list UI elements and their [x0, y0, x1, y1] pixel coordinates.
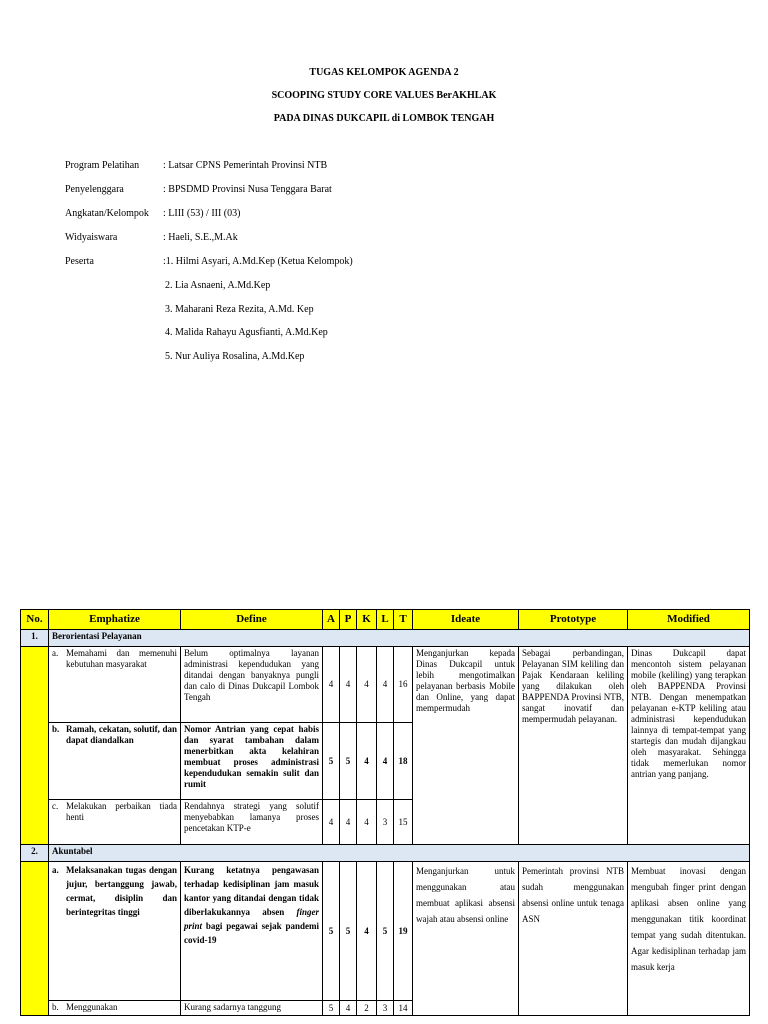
table-row [21, 862, 750, 1001]
define-text-end: bagi pegawai sejak pandemi covid-19 [184, 921, 319, 945]
header-define: Define [181, 610, 323, 630]
member-item: 3. Maharani Reza Rezita, A.Md. Kep [165, 304, 314, 315]
score-p: 4 [340, 647, 357, 723]
info-label: Penyelenggara [65, 184, 124, 195]
header-p: P [340, 610, 357, 630]
score-p: 4 [340, 800, 357, 845]
define-cell [181, 862, 323, 1001]
header-prototype: Prototype [519, 610, 628, 630]
score-k: 4 [357, 862, 377, 1001]
modified-cell: Dinas Dukcapil dapat mencontoh sistem pelayanan mobile (keliling) yang terapkan oleh BAPPENDA Provinsi NTB. Dengan menempatkan pelayanan e-KTP keliling atau administrasi kependudukan lainnya di tempat-tempat yang startegis dan mudah dijangkau oleh masyarakat. Sehingga tidak memerlukan nomor antrian yang panjang. [628, 647, 750, 845]
core-values-table [20, 609, 750, 1016]
score-a: 5 [323, 723, 340, 800]
score-k: 4 [357, 647, 377, 723]
header-no: No. [21, 610, 49, 630]
list-marker: a. [52, 648, 59, 658]
define-cell: Belum optimalnya layanan administrasi kependudukan yang ditandai dengan banyaknya pungli dan calo di Dinas Dukcapil Lombok Tengah [181, 647, 323, 723]
section-number: 2. [21, 845, 49, 862]
score-p: 4 [340, 1001, 357, 1016]
info-value: : Latsar CPNS Pemerintah Provinsi NTB [163, 160, 328, 171]
prototype-cell: Sebagai perbandingan, Pelayanan SIM keliling dan Pajak Kendaraan keliling yang dilakukan oleh BAPPENDA Provinsi NTB, sangat inovatif dan mempermudah pelayanan. [519, 647, 628, 845]
define-cell: Kurang sadarnya tanggung [181, 1001, 323, 1016]
modified-cell: Membuat inovasi dengan mengubah finger print dengan aplikasi absen online yang menggunakan titik koordinat tempat yang sudah ditentukan. Agar kedisiplinan terhadap jam masuk kerja [628, 862, 750, 1016]
score-t: 19 [394, 862, 413, 1001]
score-a: 4 [323, 800, 340, 845]
header-k: K [357, 610, 377, 630]
list-marker: b. [52, 1002, 59, 1012]
member-item: 4. Malida Rahayu Agusfianti, A.Md.Kep [165, 327, 328, 338]
header-a: A [323, 610, 340, 630]
info-label: Widyaiswara [65, 232, 118, 243]
emphatize-text: Menggunakan [66, 1002, 118, 1012]
emphatize-text: Memahami dan memenuhi kebutuhan masyarakat [66, 648, 177, 669]
number-cell [21, 862, 49, 1016]
table-row [21, 647, 750, 723]
section-row [21, 845, 750, 862]
info-label: Peserta [65, 256, 94, 267]
score-k: 4 [357, 723, 377, 800]
score-l: 5 [377, 862, 394, 1001]
ideate-cell: Menganjurkan untuk menggunakan atau membuat aplikasi absensi wajah atau absensi online [413, 862, 519, 1016]
define-italic-text: finger print [184, 907, 319, 931]
list-marker: c. [52, 801, 59, 811]
section-number: 1. [21, 630, 49, 647]
title-line-2: SCOOPING STUDY CORE VALUES BerAKHLAK [271, 90, 497, 101]
section-title: Akuntabel [49, 845, 750, 862]
score-a: 5 [323, 1001, 340, 1016]
number-cell [21, 647, 49, 845]
header-ideate: Ideate [413, 610, 519, 630]
score-p: 5 [340, 723, 357, 800]
score-t: 18 [394, 723, 413, 800]
define-cell: Rendahnya strategi yang solutif menyebabkan lamanya proses pencetakan KTP-e [181, 800, 323, 845]
score-l: 4 [377, 647, 394, 723]
info-row-instructor [65, 232, 238, 243]
define-text: Kurang ketatnya pengawasan terhadap kedisiplinan jam masuk kantor yang ditandai dengan tidak diberlakukannya absen [184, 865, 319, 917]
list-marker: b. [52, 724, 60, 734]
score-a: 5 [323, 862, 340, 1001]
member-item: 2. Lia Asnaeni, A.Md.Kep [165, 280, 271, 291]
score-l: 3 [377, 1001, 394, 1016]
emphatize-text: Melakukan perbaikan tiada henti [66, 801, 177, 822]
score-t: 16 [394, 647, 413, 723]
info-value: : LIII (53) / III (03) [163, 208, 241, 219]
emphatize-cell [49, 862, 181, 1001]
header-l: L [377, 610, 394, 630]
prototype-cell: Pemerintah provinsi NTB sudah menggunakan absensi online untuk tenaga ASN [519, 862, 628, 1016]
score-a: 4 [323, 647, 340, 723]
info-row-participants [65, 256, 353, 267]
info-row-program [65, 160, 327, 171]
info-label: Program Pelatihan [65, 160, 140, 171]
info-value: : BPSDMD Provinsi Nusa Tenggara Barat [163, 184, 332, 195]
member-item: 5. Nur Auliya Rosalina, A.Md.Kep [165, 351, 305, 362]
header-modified: Modified [628, 610, 750, 630]
emphatize-cell [49, 647, 181, 723]
score-t: 14 [394, 1001, 413, 1016]
emphatize-text: Melaksanakan tugas dengan jujur, bertanggung jawab, cermat, disiplin dan berintegritas tinggi [66, 865, 177, 917]
emphatize-cell [49, 1001, 181, 1016]
info-label: Angkatan/Kelompok [65, 208, 149, 219]
list-marker: a. [52, 865, 59, 875]
score-t: 15 [394, 800, 413, 845]
score-k: 2 [357, 1001, 377, 1016]
emphatize-cell [49, 723, 181, 800]
score-p: 5 [340, 862, 357, 1001]
score-l: 4 [377, 723, 394, 800]
info-value: : Haeli, S.E.,M.Ak [163, 232, 238, 243]
header-emphatize: Emphatize [49, 610, 181, 630]
info-row-batch [65, 208, 240, 219]
emphatize-cell [49, 800, 181, 845]
info-row-organizer [65, 184, 332, 195]
table-header-row [21, 610, 750, 630]
section-title: Berorientasi Pelayanan [49, 630, 750, 647]
title-line-1: TUGAS KELOMPOK AGENDA 2 [309, 67, 459, 78]
info-value: :1. Hilmi Asyari, A.Md.Kep (Ketua Kelompok) [163, 256, 353, 267]
section-row [21, 630, 750, 647]
ideate-cell: Menganjurkan kepada Dinas Dukcapil untuk lebih mengotimalkan pelayanan berbasis Mobile dan Online, yang dapat mempermudah [413, 647, 519, 845]
emphatize-text: Ramah, cekatan, solutif, dan dapat diandalkan [66, 724, 177, 745]
define-cell: Nomor Antrian yang cepat habis dan syarat tambahan dalam menerbitkan akta kelahiran membuat proses administrasi kependudukan semakin sulit dan rumit [181, 723, 323, 800]
title-line-3: PADA DINAS DUKCAPIL di LOMBOK TENGAH [273, 113, 495, 124]
score-k: 4 [357, 800, 377, 845]
header-t: T [394, 610, 413, 630]
score-l: 3 [377, 800, 394, 845]
